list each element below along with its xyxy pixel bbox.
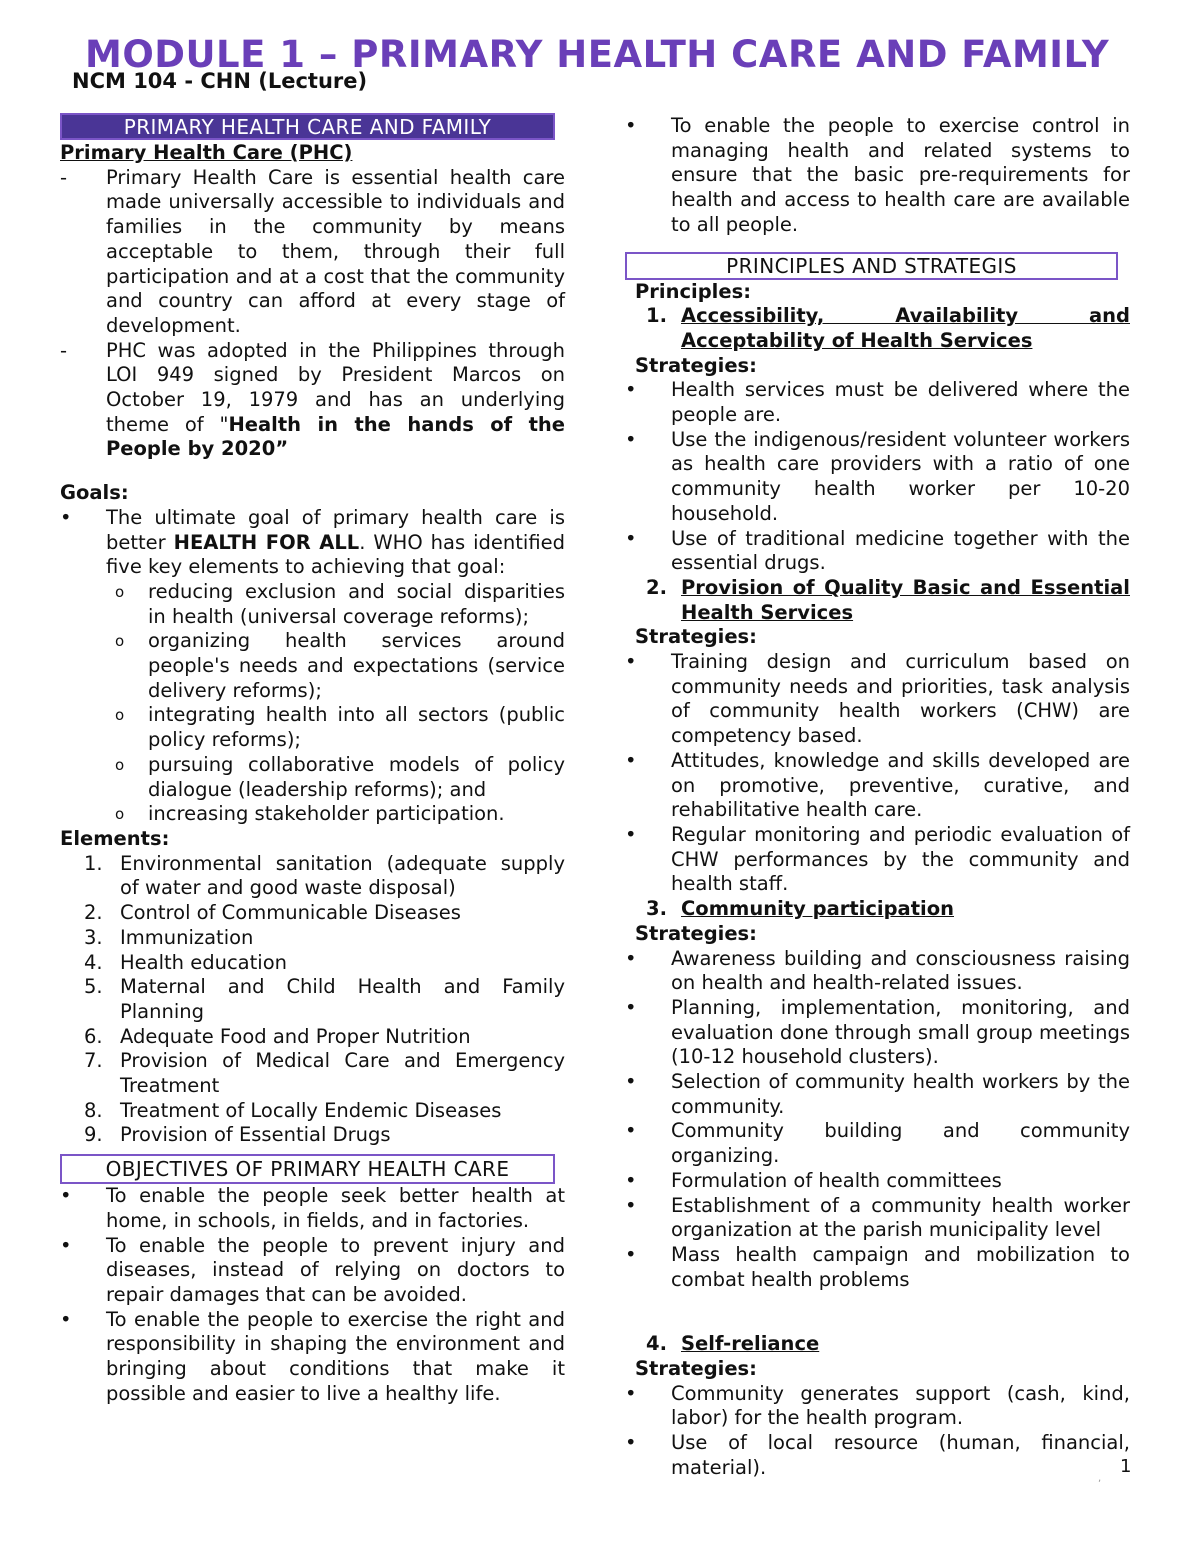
list-item: 5. Maternal and Child Health and Family Planning [84,975,565,1023]
goals-text-pre: The ultimate goal of primary health care is better [106,505,565,554]
list-item: 2. Control of Communicable Diseases [84,901,461,925]
list-item: • Training design and curriculum based on community needs and priorities, task analysis of community health workers (CHW) are competency based. [625,650,1130,748]
principle-title: 4. Self-reliance [646,1332,820,1356]
list-item: • Use the indigenous/resident volunteer workers as health care providers with a ratio of one community health worker per 10-20 household. [625,427,1130,525]
right-column [625,114,1130,1481]
dash-marker: - [60,338,68,362]
list-item: • Regular monitoring and periodic evaluation of CHW performances by the community and health staff. [625,822,1130,896]
list-item: o reducing exclusion and social disparities in health (universal coverage reforms); [115,579,565,628]
strategies-heading: Strategies: [635,353,757,377]
principles-heading: Principles: [635,279,751,303]
list-item: o pursuing collaborative models of policy dialogue (leadership reforms); and [115,752,565,801]
list-item: • Community generates support (cash, kind, labor) for the health program. [625,1381,1130,1430]
bullet-marker: • [60,505,72,529]
document-title: MODULE 1 – PRIMARY HEALTH CARE AND FAMILY [85,33,1110,76]
list-item [60,339,565,463]
list-item: • Use of traditional medicine together with the essential drugs. [625,526,1130,575]
list-item: • To enable the people seek better health at home, in schools, in fields, and in factories. [60,1184,565,1232]
principle-title: 1. Accessibility, Availability and Acceptability of Health Services [646,304,1130,352]
section-header-phc-family: PRIMARY HEALTH CARE AND FAMILY [60,113,555,140]
strategies-heading: Strategies: [635,1357,757,1381]
list-item: • Awareness building and consciousness raising on health and health-related issues. [625,946,1130,995]
list-item [60,506,565,580]
list-item: o organizing health services around people's needs and expectations (service delivery reforms); [115,629,565,702]
phc-theme: Health in the hands of the People by 2020 [106,412,565,461]
list-item: • To enable the people to exercise control in managing health and related systems to ensure that the basic pre-requirements for health and access to health care are available to all people. [625,114,1130,236]
goals-text-post: . WHO has identified five key elements to achieving that goal: [106,530,565,579]
list-item: • To enable the people to exercise the right and responsibility in shaping the environment and bringing about conditions that make it possible and easier to live a healthy life. [60,1307,565,1405]
list-item: 6. Adequate Food and Proper Nutrition [84,1024,471,1048]
list-item: 4. Health education [84,950,287,974]
principle-title: 2. Provision of Quality Basic and Essential Health Services [646,575,1130,624]
list-item: • To enable the people to prevent injury and diseases, instead of relying on doctors to repair damages that can be avoided. [60,1233,565,1306]
list-item: • Mass health campaign and mobilization to combat health problems [625,1242,1130,1291]
left-column [60,113,565,1406]
goals-text-bold: HEALTH FOR ALL [173,530,360,554]
list-item: 9. Provision of Essential Drugs [84,1123,391,1147]
list-item: • Establishment of a community health worker organization at the parish municipality level [625,1193,1130,1242]
list-item: • Selection of community health workers by the community. [625,1070,1130,1118]
phc-heading: Primary Health Care (PHC) [60,141,353,164]
page-number: 1 [1120,1456,1132,1477]
list-item: • Planning, implementation, monitoring, and evaluation done through small group meetings (10-12 household clusters). [625,995,1130,1069]
goals-heading: Goals: [60,481,129,505]
phc-adoption: PHC was adopted in the Philippines through LOI 949 signed by President Marcos on October 19, 1979 and has an underlying theme of " [106,338,565,436]
strategies-heading: Strategies: [635,625,757,649]
section-header-principles: PRINCIPLES AND STRATEGIS [625,252,1118,280]
principle-title: 3. Community participation [646,897,954,921]
list-item: 3. Immunization [84,925,254,949]
dash-marker: - [60,165,68,189]
phc-theme-close: ” [275,437,289,461]
list-item: • Community building and community organizing. [625,1119,1130,1168]
list-item: • Formulation of health committees [625,1168,1002,1192]
list-item [60,166,565,339]
list-item: • Attitudes, knowledge and skills developed are on promotive, preventive, curative, and rehabilitative health care. [625,748,1130,822]
list-item: 1. Environmental sanitation (adequate supply of water and good waste disposal) [84,851,565,900]
strategies-heading: Strategies: [635,921,757,945]
list-item: • Use of local resource (human, financial, material). [625,1431,1130,1479]
section-header-objectives: OBJECTIVES OF PRIMARY HEALTH CARE [60,1154,555,1184]
elements-heading: Elements: [60,826,170,850]
list-item: o integrating health into all sectors (public policy reforms); [115,703,565,752]
phc-definition: Primary Health Care is essential health care made universally accessible to individuals and families in the community by means acceptable to them, through their full participation and at a cost that the community and country can afford at every stage of development. [106,165,565,337]
course-subtitle: NCM 104 - CHN (Lecture) [72,69,368,93]
footer-mark: , [1098,1473,1102,1484]
list-item: o increasing stakeholder participation. [115,802,505,826]
list-item: 8. Treatment of Locally Endemic Diseases [84,1098,502,1122]
list-item: • Health services must be delivered where the people are. [625,378,1130,427]
list-item: 7. Provision of Medical Care and Emergency Treatment [84,1049,565,1098]
